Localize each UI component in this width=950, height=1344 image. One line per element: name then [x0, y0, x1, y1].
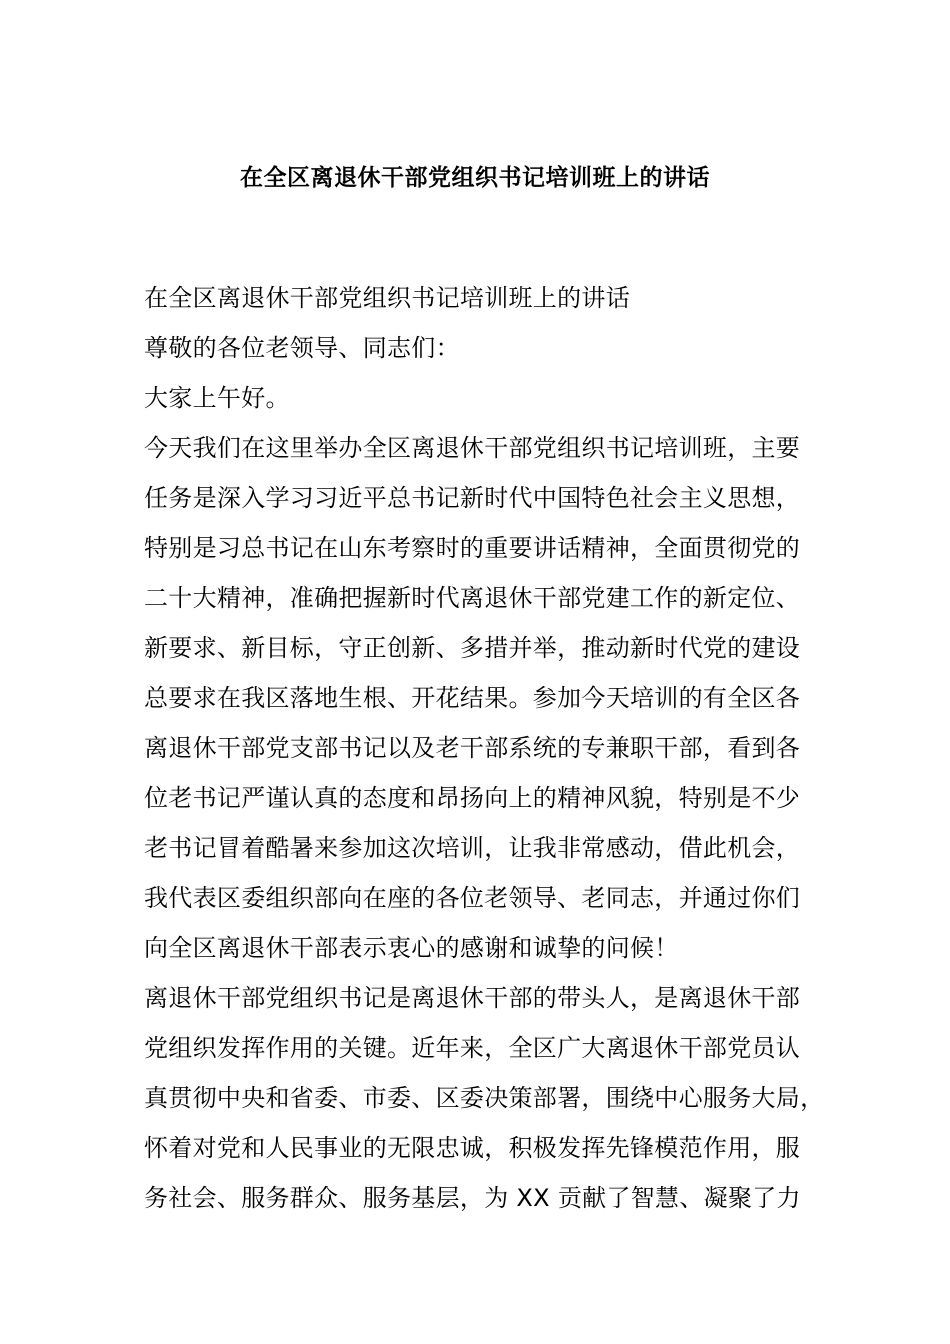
body-text-line: 离退休干部党组织书记是离退休干部的带头人，是离退休干部: [144, 984, 801, 1012]
body-text-line: 怀着对党和人民事业的无限忠诚，积极发挥先锋模范作用，服: [144, 1134, 801, 1162]
body-text-line: 特别是习总书记在山东考察时的重要讲话精神，全面贯彻党的: [144, 534, 801, 562]
document-body: [144, 280, 834, 1230]
body-text-line: 向全区离退休干部表示衷心的感谢和诚挚的问候！: [144, 934, 679, 962]
body-text-line: 大家上午好。: [144, 384, 290, 412]
body-text-line: 老书记冒着酷暑来参加这次培训，让我非常感动，借此机会，: [144, 834, 801, 862]
body-text-line: 在全区离退休干部党组织书记培训班上的讲话: [144, 284, 630, 312]
body-text-line: 新要求、新目标，守正创新、多措并举，推动新时代党的建设: [144, 634, 801, 662]
body-text-line: 位老书记严谨认真的态度和昂扬向上的精神风貌，特别是不少: [144, 784, 801, 812]
body-text-line: 党组织发挥作用的关键。近年来，全区广大离退休干部党员认: [144, 1034, 801, 1062]
body-text-line: 离退休干部党支部书记以及老干部系统的专兼职干部，看到各: [144, 734, 801, 762]
body-text-line: 真贯彻中央和省委、市委、区委决策部署，围绕中心服务大局，: [144, 1084, 825, 1112]
body-text-line: 二十大精神，准确把握新时代离退休干部党建工作的新定位、: [144, 584, 801, 612]
document-title: 在全区离退休干部党组织书记培训班上的讲话: [240, 165, 710, 191]
body-text-line: 务社会、服务群众、服务基层，为 XX 贡献了智慧、凝聚了力: [144, 1184, 801, 1212]
body-text-line: 任务是深入学习习近平总书记新时代中国特色社会主义思想，: [144, 484, 801, 512]
body-text-line: 我代表区委组织部向在座的各位老领导、老同志，并通过你们: [144, 884, 801, 912]
body-text-line: 尊敬的各位老领导、同志们：: [144, 334, 460, 362]
body-text-line: 今天我们在这里举办全区离退休干部党组织书记培训班，主要: [144, 434, 801, 462]
body-text-line: 总要求在我区落地生根、开花结果。参加今天培训的有全区各: [144, 684, 801, 712]
